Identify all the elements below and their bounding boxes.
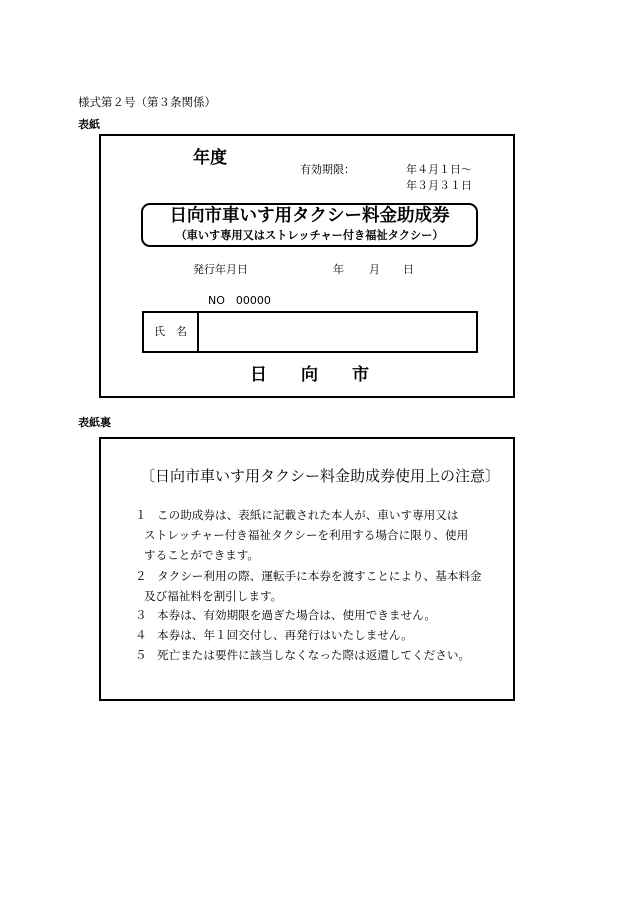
note-text-line: タクシー利用の際、運転手に本券を渡すことにより、基本料金 [157, 569, 482, 583]
note-item-3 [135, 610, 505, 622]
note-text-line: 及び福祉料を割引します。 [144, 589, 283, 603]
ticket-title-frame [141, 203, 478, 247]
ticket-title: 日向市車いす用タクシー料金助成券 [169, 206, 450, 226]
serial-number: NO 00000 [208, 294, 271, 307]
note-number: ２ [135, 569, 147, 583]
note-number: ５ [135, 648, 147, 662]
issue-date-label: 発行年月日 [193, 263, 248, 276]
issue-date-month-label: 月 [369, 263, 380, 276]
issue-date-year-label: 年 [333, 263, 344, 276]
note-text-line: 死亡または要件に該当しなくなった際は返還してください。 [157, 648, 471, 662]
front-section-label: 表紙 [78, 118, 100, 131]
issuer-name: 日 向 市 [250, 365, 369, 385]
validity-end-date: 年３月３１日 [406, 179, 472, 192]
note-item-2 [135, 571, 505, 603]
note-number: １ [135, 508, 147, 522]
note-text-line: この助成券は、表紙に記載された本人が、車いす専用又は [157, 508, 459, 522]
fiscal-year-label: 年度 [193, 148, 227, 168]
name-field [199, 313, 476, 351]
note-item-4 [135, 630, 505, 642]
note-item-1 [135, 510, 505, 562]
name-box [142, 311, 478, 353]
note-number: ４ [135, 628, 147, 642]
note-item-5 [135, 650, 505, 662]
name-label: 氏 名 [154, 325, 187, 338]
validity-start-date: 年４月１日～ [406, 163, 472, 176]
ticket-subtitle: （車いす専用又はストレッチャー付き福祉タクシー） [175, 229, 444, 242]
form-number-label: 様式第２号（第３条関係） [78, 95, 216, 109]
note-text-line: 本券は、年１回交付し、再発行はいたしません。 [157, 628, 413, 642]
note-text-line: 本券は、有効期限を過ぎた場合は、使用できません。 [157, 608, 436, 622]
note-number: ３ [135, 608, 147, 622]
note-text-line: ストレッチャー付き福祉タクシーを利用する場合に限り、使用 [144, 528, 469, 542]
validity-label: 有効期限： [300, 163, 355, 176]
back-section-label: 表紙裏 [78, 416, 111, 429]
note-text-line: することができます。 [144, 548, 260, 562]
issue-date-day-label: 日 [403, 263, 414, 276]
notes-title: 〔日向市車いす用タクシー料金助成券使用上の注意〕 [140, 467, 501, 485]
